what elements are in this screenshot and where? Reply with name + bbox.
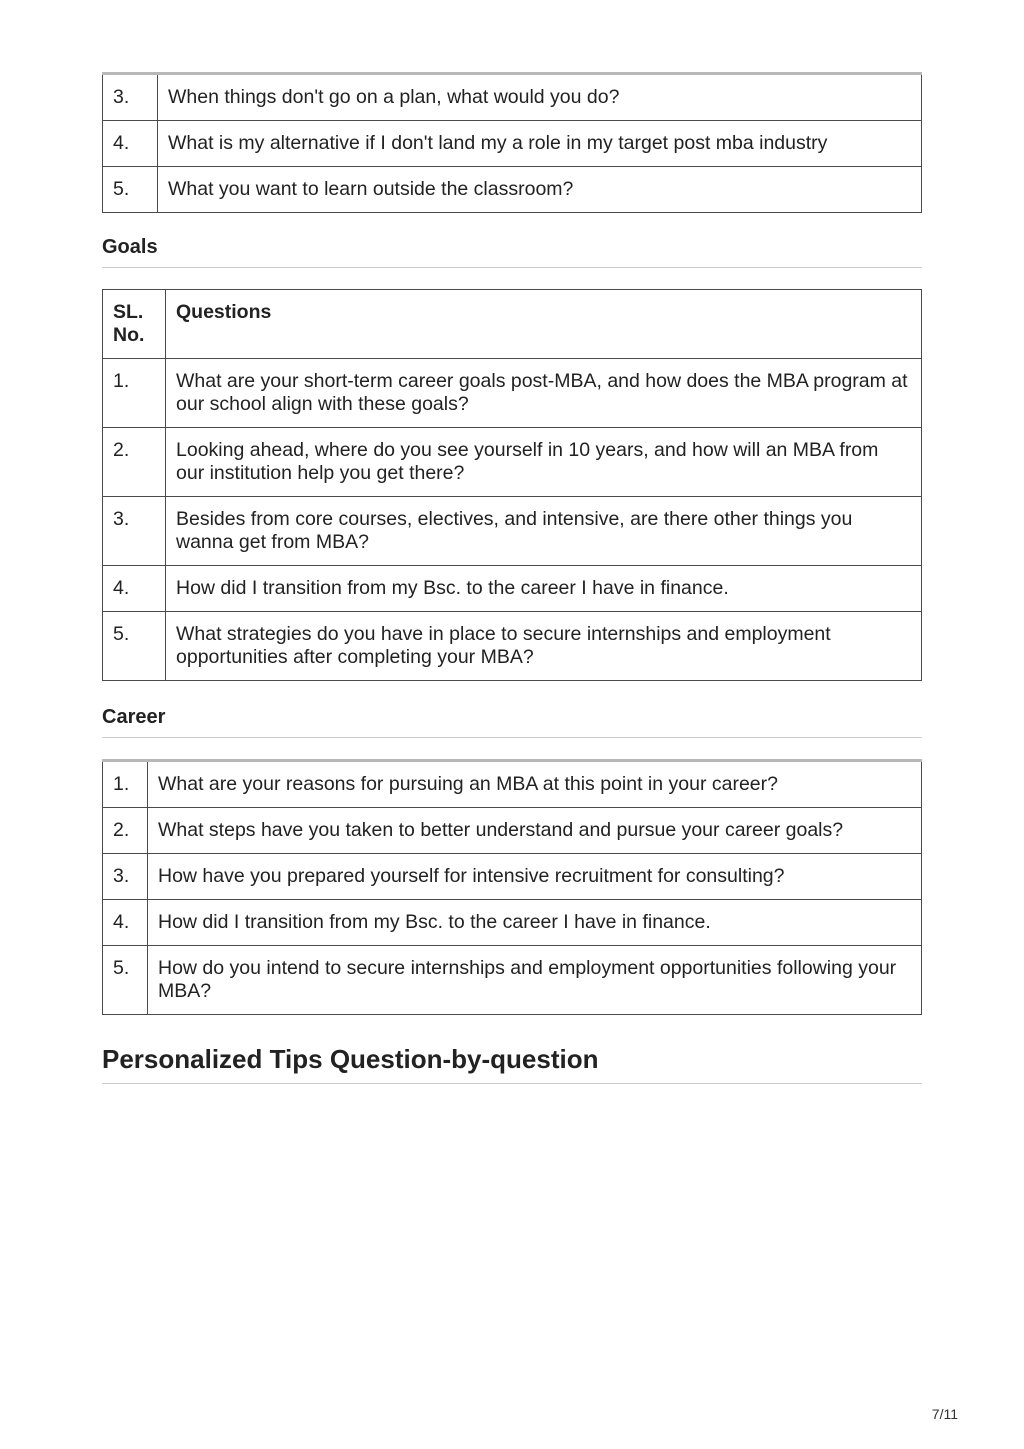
question-text: Besides from core courses, electives, and intensive, are there other things you wanna get from MBA? [166,497,922,566]
row-number: 3. [103,74,158,121]
table-row [103,761,922,808]
question-text: How do you intend to secure internships and employment opportunities following your MBA? [148,946,922,1015]
table-row [103,428,922,497]
row-number: 5. [103,612,166,681]
table-row [103,359,922,428]
table-row [103,74,922,121]
continued-questions-table [102,72,922,213]
question-text: Looking ahead, where do you see yourself in 10 years, and how will an MBA from our institution help you get there? [166,428,922,497]
row-number: 1. [103,761,148,808]
question-text: What is my alternative if I don't land my a role in my target post mba industry [158,121,922,167]
question-text: How have you prepared yourself for intensive recruitment for consulting? [148,854,922,900]
career-heading: Career [102,705,922,738]
goals-questions-table [102,289,922,681]
row-number: 2. [103,428,166,497]
table-row [103,808,922,854]
career-questions-table [102,759,922,1015]
question-text: What are your reasons for pursuing an MBA at this point in your career? [148,761,922,808]
tips-heading: Personalized Tips Question-by-question [102,1043,922,1084]
document-page [102,72,922,1084]
questions-header: Questions [166,290,922,359]
row-number: 4. [103,566,166,612]
table-row [103,167,922,213]
question-text: What you want to learn outside the classroom? [158,167,922,213]
question-text: What steps have you taken to better understand and pursue your career goals? [148,808,922,854]
question-text: What are your short-term career goals post-MBA, and how does the MBA program at our school align with these goals? [166,359,922,428]
row-number: 1. [103,359,166,428]
table-row [103,900,922,946]
table-row [103,854,922,900]
row-number: 5. [103,167,158,213]
page-number: 7/11 [931,1406,958,1422]
table-row [103,612,922,681]
question-text: What strategies do you have in place to secure internships and employment opportunities after completing your MBA? [166,612,922,681]
row-number: 4. [103,121,158,167]
row-number: 3. [103,497,166,566]
question-text: How did I transition from my Bsc. to the career I have in finance. [166,566,922,612]
row-number: 2. [103,808,148,854]
table-row [103,946,922,1015]
row-number: 4. [103,900,148,946]
sl-no-header: SL. No. [103,290,166,359]
question-text: When things don't go on a plan, what would you do? [158,74,922,121]
table-row [103,121,922,167]
table-row [103,497,922,566]
table-header-row [103,290,922,359]
question-text: How did I transition from my Bsc. to the career I have in finance. [148,900,922,946]
table-row [103,566,922,612]
row-number: 3. [103,854,148,900]
row-number: 5. [103,946,148,1015]
goals-heading: Goals [102,235,922,268]
